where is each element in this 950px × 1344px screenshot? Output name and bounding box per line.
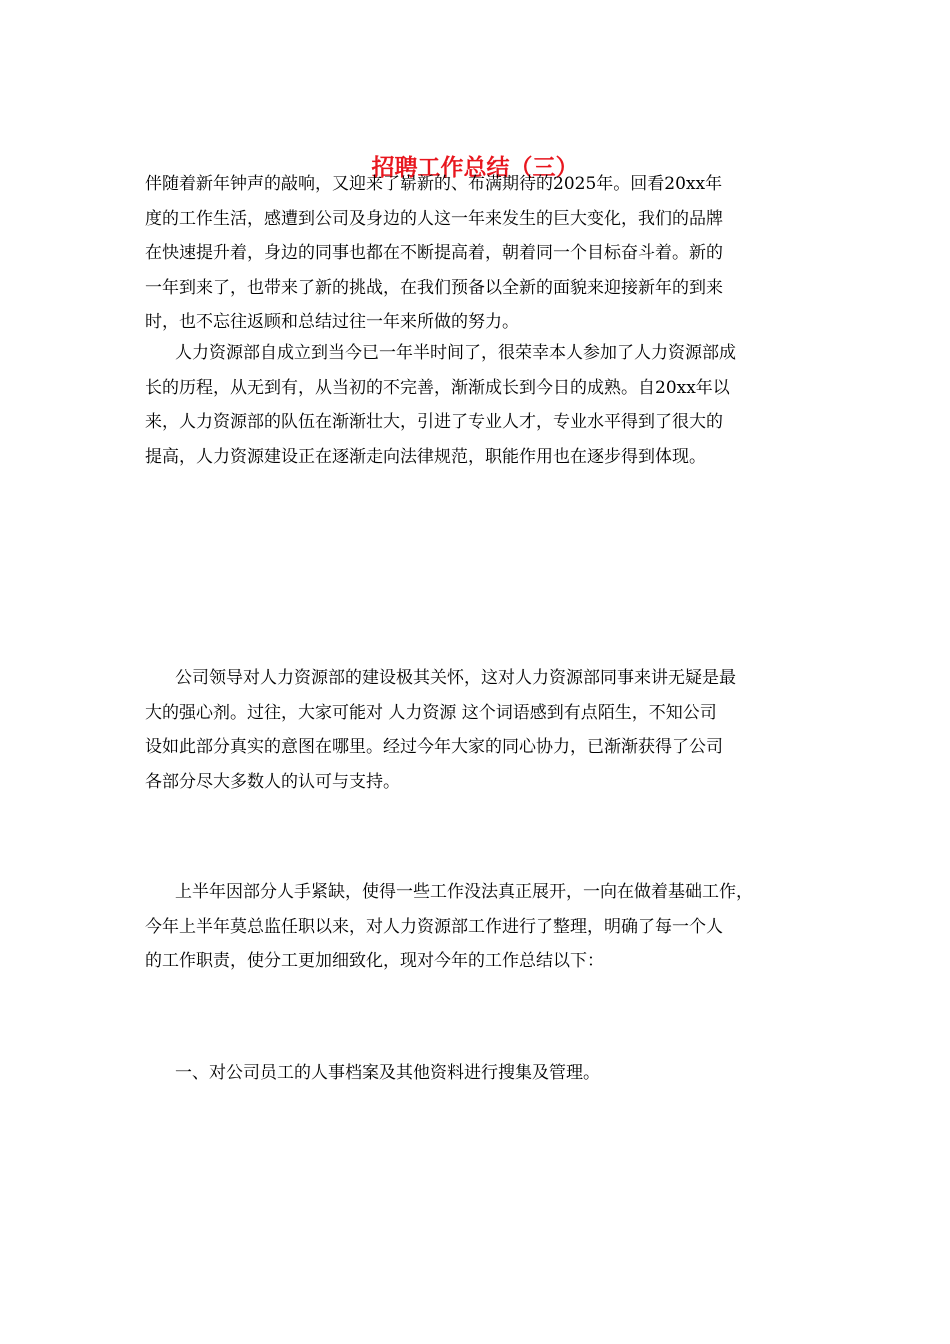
paragraph-hr-history	[145, 336, 809, 474]
paragraph-intro	[145, 167, 809, 340]
paragraph-line: 上半年因部分人手紧缺，使得一些工作没法真正展开，一向在做着基础工作，	[175, 882, 753, 902]
paragraph-leadership	[145, 661, 809, 799]
paragraph-line: 长的历程，从无到有，从当初的不完善，渐渐成长到今日的成熟。自20xx年以	[145, 377, 730, 398]
paragraph-line: 各部分尽大多数人的认可与支持。	[145, 771, 400, 792]
paragraph-line: 大的强心剂。过往，大家可能对 人力资源 这个词语感到有点陌生，不知公司	[145, 702, 717, 723]
paragraph-line: 提高，人力资源建设正在逐渐走向法律规范，职能作用也在逐步得到体现。	[145, 446, 706, 467]
document-title: 招聘工作总结（三）	[371, 154, 579, 181]
paragraph-line: 来，人力资源部的队伍在渐渐壮大，引进了专业人才，专业水平得到了很大的	[145, 412, 723, 432]
paragraph-line: 时，也不忘往返顾和总结过往一年来所做的努力。	[145, 312, 519, 332]
paragraph-first-half	[145, 875, 809, 979]
paragraph-line: 公司领导对人力资源部的建设极其关怀，这对人力资源部同事来讲无疑是最	[175, 668, 736, 688]
paragraph-line: 设如此部分真实的意图在哪里。经过今年大家的同心协力，已渐渐获得了公司	[145, 737, 723, 757]
paragraph-line: 在快速提升着，身边的同事也都在不断提高着，朝着同一个目标奋斗着。新的	[145, 243, 723, 263]
paragraph-line: 一年到来了，也带来了新的挑战，在我们预备以全新的面貌来迎接新年的到来	[145, 277, 723, 298]
paragraph-line: 伴随着新年钟声的敲响，又迎来了崭新的、布满期待的2025年。回看20xx年	[145, 174, 723, 194]
paragraph-line: 人力资源部自成立到当今已一年半时间了，很荣幸本人参加了人力资源部成	[175, 343, 736, 363]
paragraph-line: 度的工作生活，感遭到公司及身边的人这一年来发生的巨大变化，我们的品牌	[145, 208, 723, 229]
paragraph-line: 一、对公司员工的人事档案及其他资料进行搜集及管理。	[175, 1063, 600, 1083]
paragraph-line: 的工作职责，使分工更加细致化，现对今年的工作总结以下：	[145, 951, 604, 971]
section-heading-one	[145, 1056, 809, 1091]
paragraph-line: 今年上半年莫总监任职以来，对人力资源部工作进行了整理，明确了每一个人	[145, 916, 723, 937]
